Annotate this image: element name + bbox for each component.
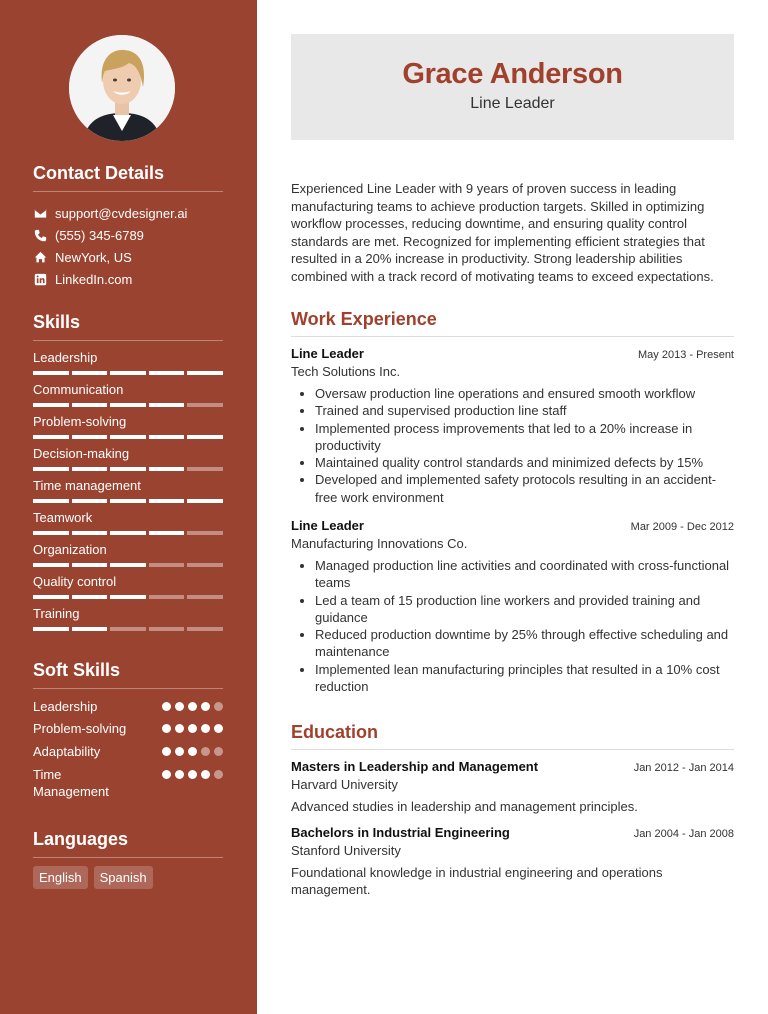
entry-header: [291, 759, 734, 774]
job-bullet: • Implemented process improvements that led to a 20% increase in productivity: [315, 420, 734, 455]
skill-level-bar: [33, 371, 223, 375]
phone-icon: [33, 228, 47, 242]
skill-level-segment: [33, 531, 69, 535]
skill-item: [33, 478, 223, 503]
work-entry: [291, 518, 734, 695]
contact-heading: Contact Details: [33, 163, 223, 192]
skill-level-segment: [33, 403, 69, 407]
skill-level-segment: [110, 563, 146, 567]
rating-dot: [201, 747, 210, 756]
skill-level-segment: [110, 371, 146, 375]
job-bullet: • Implemented lean manufacturing principles that resulted in a 10% cost reduction: [315, 661, 734, 696]
skill-item: [33, 606, 223, 631]
skill-level-bar: [33, 499, 223, 503]
skill-level-segment: [187, 499, 223, 503]
languages-list: [33, 866, 153, 889]
soft-skill-item: [33, 766, 223, 800]
rating-dot: [188, 702, 197, 711]
skill-level-segment: [187, 467, 223, 471]
email-text: support@cvdesigner.ai: [55, 205, 188, 221]
soft-skill-item: [33, 720, 223, 737]
skill-level-segment: [110, 531, 146, 535]
skill-level-segment: [149, 531, 185, 535]
degree-dates: Jan 2012 - Jan 2014: [633, 762, 734, 774]
skill-label: Problem-solving: [33, 414, 127, 429]
location-text: NewYork, US: [55, 249, 132, 265]
rating-dot: [188, 770, 197, 779]
education-entry: [291, 825, 734, 899]
soft-skill-rating: [162, 766, 223, 800]
company-name: Tech Solutions Inc.: [291, 364, 401, 379]
job-bullet: • Reduced production downtime by 25% through effective scheduling and maintenance: [315, 626, 734, 661]
skill-level-segment: [149, 435, 185, 439]
skill-level-segment: [187, 531, 223, 535]
name-header: [291, 34, 734, 140]
candidate-role: Line Leader: [470, 95, 555, 112]
skill-level-segment: [187, 403, 223, 407]
skill-label: Communication: [33, 382, 124, 397]
soft-skill-rating: [162, 743, 223, 760]
job-bullets: [291, 385, 734, 506]
contact-location: [33, 248, 132, 266]
skill-level-segment: [72, 467, 108, 471]
soft-skill-item: [33, 743, 223, 760]
entry-header: [291, 346, 734, 361]
skill-item: [33, 446, 223, 471]
skill-level-segment: [187, 627, 223, 631]
degree-description: Advanced studies in leadership and management principles.: [291, 799, 638, 814]
job-bullet: • Oversaw production line operations and ensured smooth workflow: [315, 385, 734, 402]
soft-skill-rating: [162, 698, 223, 715]
entry-header: [291, 825, 734, 840]
school-name: Stanford University: [291, 843, 401, 858]
degree-title: Bachelors in Industrial Engineering: [291, 825, 510, 840]
rating-dot: [214, 770, 223, 779]
linkedin-text: LinkedIn.com: [55, 271, 133, 287]
skill-level-segment: [149, 403, 185, 407]
skill-label: Decision-making: [33, 446, 130, 461]
rating-dot: [162, 724, 171, 733]
job-bullet: • Managed production line activities and coordinated with cross-functional teams: [315, 557, 734, 592]
contact-phone[interactable]: [33, 226, 144, 244]
company-name: Manufacturing Innovations Co.: [291, 536, 468, 551]
skill-level-segment: [187, 595, 223, 599]
skill-level-segment: [72, 403, 108, 407]
job-title: Line Leader: [291, 346, 364, 361]
envelope-icon: [33, 206, 47, 220]
skill-level-segment: [110, 467, 146, 471]
rating-dot: [201, 702, 210, 711]
skills-heading: Skills: [33, 312, 223, 341]
soft-skills-heading: Soft Skills: [33, 660, 223, 689]
education-heading: Education: [291, 722, 734, 750]
skill-label: Time management: [33, 478, 141, 493]
soft-skill-item: [33, 698, 223, 715]
skill-level-segment: [33, 627, 69, 631]
skill-level-segment: [187, 563, 223, 567]
degree-title: Masters in Leadership and Management: [291, 759, 539, 774]
skill-label: Training: [33, 606, 80, 621]
rating-dot: [162, 770, 171, 779]
soft-skill-rating: [162, 720, 223, 737]
contact-linkedin[interactable]: [33, 270, 132, 288]
skill-level-segment: [187, 435, 223, 439]
rating-dot: [214, 702, 223, 711]
rating-dot: [201, 724, 210, 733]
skill-level-segment: [33, 595, 69, 599]
skill-level-segment: [110, 435, 146, 439]
candidate-name: Grace Anderson: [402, 58, 623, 90]
skill-level-bar: [33, 435, 223, 439]
rating-dot: [214, 747, 223, 756]
soft-skill-label: Adaptability: [33, 744, 101, 759]
skill-item: [33, 382, 223, 407]
contact-email[interactable]: [33, 204, 187, 222]
skill-item: [33, 542, 223, 567]
skill-item: [33, 510, 223, 535]
sidebar: [0, 0, 257, 1014]
skill-level-segment: [33, 467, 69, 471]
skill-level-segment: [110, 595, 146, 599]
skill-item: [33, 350, 223, 375]
skill-level-bar: [33, 627, 223, 631]
job-bullet: • Trained and supervised production line staff: [315, 402, 734, 419]
summary-text: Experienced Line Leader with 9 years of proven success in leading manufacturing teams to achieve production targets. Skilled in optimizing workflow processes, reducing downtime, and ensuring quality control standards are met. Recognized for implementing efficient strategies that resulted in a 20% increase in productivity. Strong leadership abilities combined with a track record of motivating teams to exceed expectations.: [291, 181, 714, 284]
linkedin-icon: [33, 272, 47, 286]
job-bullet: • Maintained quality control standards and minimized defects by 15%: [315, 454, 734, 471]
skill-level-bar: [33, 467, 223, 471]
skill-level-segment: [149, 499, 185, 503]
skill-level-segment: [72, 595, 108, 599]
rating-dot: [188, 747, 197, 756]
rating-dot: [175, 724, 184, 733]
entry-header: [291, 518, 734, 533]
skill-level-segment: [33, 371, 69, 375]
skill-level-segment: [149, 563, 185, 567]
skill-label: Teamwork: [33, 510, 93, 525]
skill-level-bar: [33, 531, 223, 535]
profile-photo: [69, 35, 175, 141]
home-icon: [33, 250, 47, 264]
skill-level-segment: [187, 371, 223, 375]
skill-level-segment: [72, 371, 108, 375]
skill-level-segment: [149, 595, 185, 599]
rating-dot: [214, 724, 223, 733]
job-bullet: • Developed and implemented safety protocols resulting in an accident-free work environment: [315, 471, 734, 506]
skill-level-segment: [72, 499, 108, 503]
skill-label: Quality control: [33, 574, 117, 589]
skill-level-segment: [149, 627, 185, 631]
skill-level-segment: [72, 435, 108, 439]
soft-skill-label: Problem-solving: [33, 721, 127, 736]
rating-dot: [201, 770, 210, 779]
skill-level-segment: [110, 403, 146, 407]
work-experience-heading: Work Experience: [291, 309, 734, 337]
rating-dot: [162, 747, 171, 756]
work-entry: [291, 346, 734, 506]
skill-level-segment: [33, 435, 69, 439]
school-name: Harvard University: [291, 777, 398, 792]
soft-skill-label: Leadership: [33, 699, 98, 714]
skill-level-segment: [149, 467, 185, 471]
skill-level-segment: [33, 499, 69, 503]
skill-level-bar: [33, 563, 223, 567]
education-entry: [291, 759, 734, 815]
rating-dot: [175, 747, 184, 756]
soft-skill-label: Time Management: [33, 767, 109, 799]
skill-level-segment: [72, 627, 108, 631]
languages-heading: Languages: [33, 829, 223, 858]
rating-dot: [188, 724, 197, 733]
degree-description: Foundational knowledge in industrial engineering and operations management.: [291, 865, 663, 898]
skill-item: [33, 574, 223, 599]
job-bullets: [291, 557, 734, 695]
skill-level-bar: [33, 595, 223, 599]
skill-level-segment: [149, 371, 185, 375]
language-badge: English: [33, 866, 88, 889]
language-badge: Spanish: [94, 866, 153, 889]
degree-dates: Jan 2004 - Jan 2008: [633, 828, 734, 840]
skill-item: [33, 414, 223, 439]
job-title: Line Leader: [291, 518, 364, 533]
phone-text: (555) 345-6789: [55, 227, 144, 243]
skill-label: Organization: [33, 542, 107, 557]
job-dates: Mar 2009 - Dec 2012: [630, 521, 734, 533]
skill-level-segment: [110, 627, 146, 631]
skill-level-segment: [110, 499, 146, 503]
job-bullet: • Led a team of 15 production line workers and provided training and guidance: [315, 592, 734, 627]
skill-level-segment: [33, 563, 69, 567]
skill-level-bar: [33, 403, 223, 407]
skill-label: Leadership: [33, 350, 98, 365]
skill-level-segment: [72, 563, 108, 567]
rating-dot: [175, 770, 184, 779]
skill-level-segment: [72, 531, 108, 535]
rating-dot: [162, 702, 171, 711]
rating-dot: [175, 702, 184, 711]
job-dates: May 2013 - Present: [638, 349, 734, 361]
